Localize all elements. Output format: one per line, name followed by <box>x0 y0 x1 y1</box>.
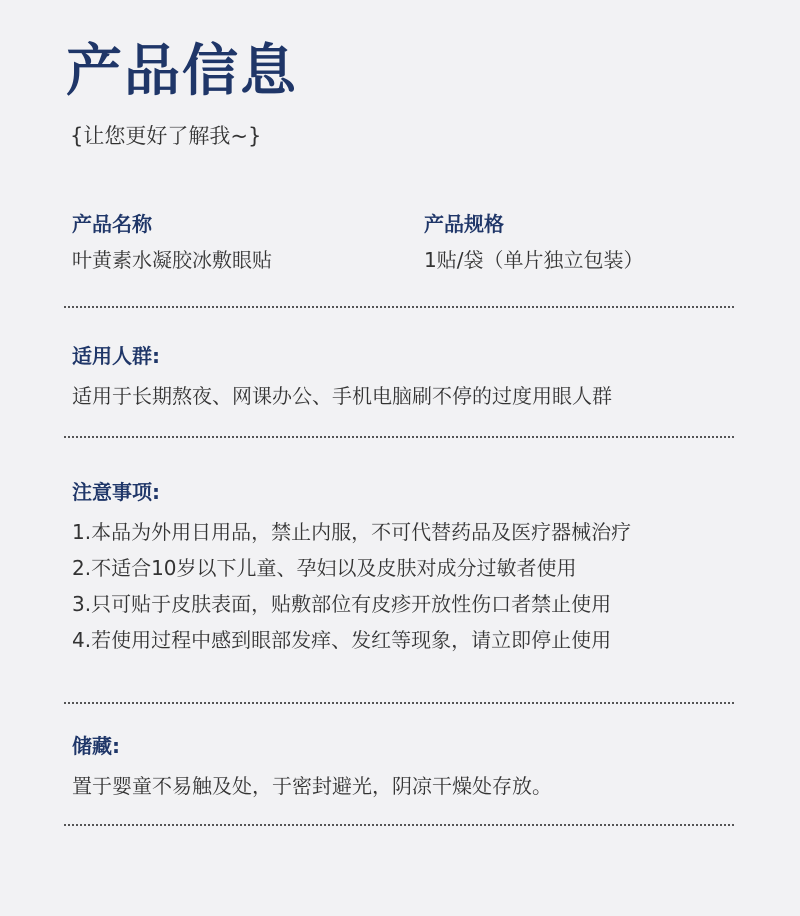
product-spec-label: 产品规格 <box>424 212 504 236</box>
page-title: 产品信息 <box>66 39 298 104</box>
storage-label: 储藏: <box>72 734 120 758</box>
audience-section <box>72 342 612 414</box>
product-name-value: 叶黄素水凝胶冰敷眼贴 <box>72 248 272 272</box>
notes-line: 3.只可贴于皮肤表面，贴敷部位有皮疹开放性伤口者禁止使用 <box>72 592 612 616</box>
notes-line: 4.若使用过程中感到眼部发痒、发红等现象，请立即停止使用 <box>72 628 612 652</box>
product-name-label: 产品名称 <box>72 212 152 236</box>
divider <box>64 306 734 308</box>
product-name-block <box>72 210 272 274</box>
notes-label: 注意事项: <box>72 480 160 504</box>
notes-line: 2.不适合10岁以下儿童、孕妇以及皮肤对成分过敏者使用 <box>72 556 577 580</box>
audience-line: 适用于长期熬夜、网课办公、手机电脑刷不停的过度用眼人群 <box>72 384 612 408</box>
divider <box>64 824 734 826</box>
page-subtitle: {让您更好了解我~} <box>70 124 262 148</box>
notes-line: 1.本品为外用日用品，禁止内服，不可代替药品及医疗器械治疗 <box>72 520 632 544</box>
audience-label: 适用人群: <box>72 344 160 368</box>
divider <box>64 436 734 438</box>
storage-section <box>72 732 552 804</box>
notes-section <box>72 478 631 658</box>
divider <box>64 702 734 704</box>
storage-line: 置于婴童不易触及处，于密封避光，阴凉干燥处存放。 <box>72 774 552 798</box>
product-spec-block <box>424 210 643 274</box>
product-spec-value: 1贴/袋（单片独立包装） <box>424 248 644 272</box>
